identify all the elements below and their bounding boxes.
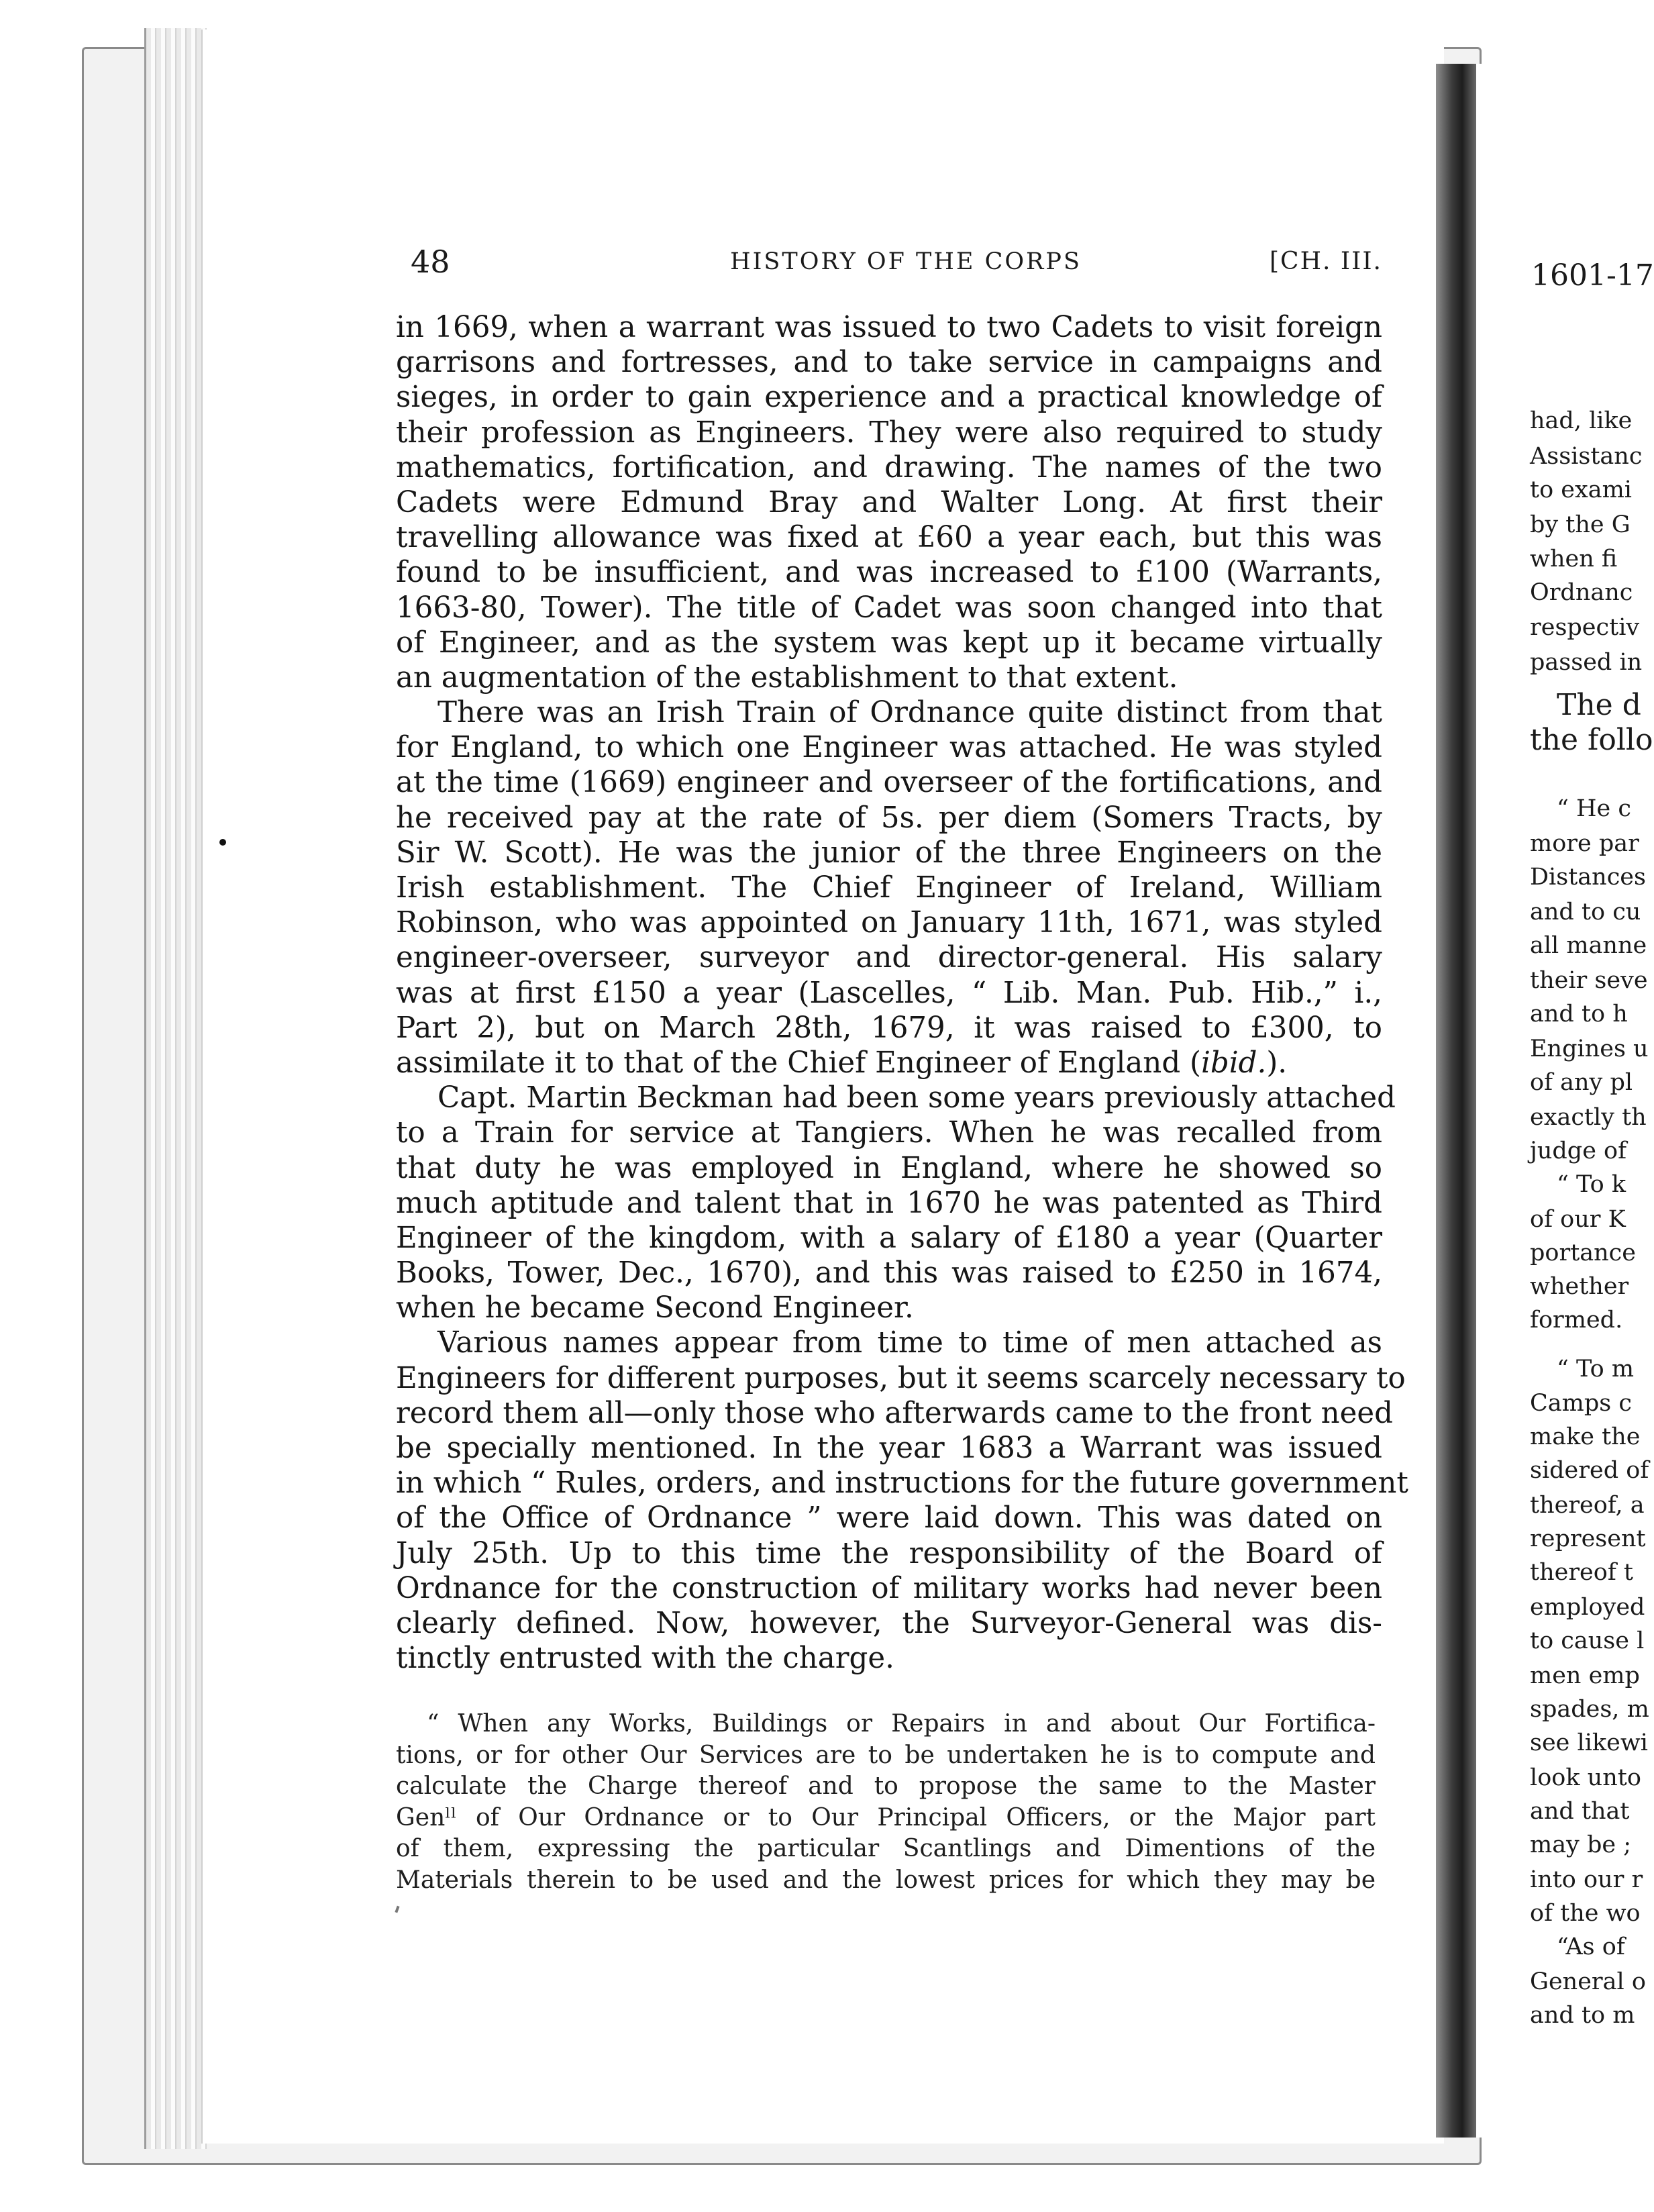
quote-line: calculate the Charge thereof and to propose the same to the Master bbox=[396, 1772, 1376, 1800]
ink-speck bbox=[219, 839, 226, 846]
facing-page-line: respectiv bbox=[1530, 614, 1640, 641]
text-line: for England, to which one Engineer was attached. He was styled bbox=[396, 731, 1382, 765]
facing-page-line: and to cu bbox=[1530, 899, 1641, 925]
text-line: There was an Irish Train of Ordnance quite distinct from that bbox=[437, 696, 1382, 730]
page-edges bbox=[144, 28, 207, 2149]
text-line: that duty he was employed in England, where he showed so bbox=[396, 1151, 1382, 1185]
facing-page-line: formed. bbox=[1530, 1307, 1623, 1334]
facing-page-line: “ To k bbox=[1557, 1171, 1626, 1198]
facing-page bbox=[1476, 64, 1654, 2138]
text-line: Engineers for different purposes, but it seems scarcely necessary to bbox=[396, 1361, 1406, 1395]
facing-page-line: see likewi bbox=[1530, 1729, 1648, 1756]
facing-page-line: thereof, a bbox=[1530, 1492, 1645, 1519]
facing-page-line: whether bbox=[1530, 1273, 1629, 1300]
facing-page-line: and to m bbox=[1530, 2002, 1635, 2029]
quote-line: Materials therein to be used and the lowest prices for which they may be bbox=[396, 1866, 1376, 1894]
facing-page-line: may be ; bbox=[1530, 1831, 1631, 1858]
facing-page-line: General o bbox=[1530, 1968, 1646, 1995]
text-line: July 25th. Up to this time the responsibility of the Board of bbox=[396, 1536, 1382, 1570]
facing-page-line: all manne bbox=[1530, 932, 1647, 959]
facing-page-line: “ To m bbox=[1557, 1356, 1635, 1382]
facing-page-line: passed in bbox=[1530, 649, 1643, 676]
facing-page-line: employed bbox=[1530, 1594, 1645, 1621]
text-line: much aptitude and talent that in 1670 he was patented as Third bbox=[396, 1186, 1382, 1220]
text-line: travelling allowance was fixed at £60 a year each, but this was bbox=[396, 521, 1382, 555]
facing-page-line: exactly th bbox=[1530, 1104, 1647, 1131]
facing-page-line: portance bbox=[1530, 1240, 1636, 1266]
text-line: in 1669, when a warrant was issued to two Cadets to visit foreign bbox=[396, 311, 1382, 344]
facing-page-line: of our K bbox=[1530, 1206, 1626, 1233]
facing-page-line: thereof t bbox=[1530, 1559, 1633, 1586]
text-line: found to be insufficient, and was increased to £100 (Warrants, bbox=[396, 556, 1382, 590]
facing-page-line: sidered of bbox=[1530, 1457, 1649, 1484]
text-line: he received pay at the rate of 5s. per diem (Somers Tracts, by bbox=[396, 801, 1382, 835]
text-line: tinctly entrusted with the charge. bbox=[396, 1642, 894, 1676]
text-line: garrisons and fortresses, and to take service in campaigns and bbox=[396, 346, 1382, 380]
page-number: 48 bbox=[411, 244, 450, 280]
facing-page-line: and that bbox=[1530, 1798, 1630, 1825]
text-line: assimilate it to that of the Chief Engineer of England (ibid.). bbox=[396, 1046, 1288, 1080]
running-title: HISTORY OF THE CORPS bbox=[730, 248, 1082, 275]
facing-page-line: “As of bbox=[1557, 1933, 1625, 1960]
facing-page-line: Distances bbox=[1530, 864, 1646, 891]
facing-page-line: by the G bbox=[1530, 511, 1631, 538]
facing-page-line: The d bbox=[1557, 688, 1641, 722]
facing-page-line: more par bbox=[1530, 830, 1639, 857]
facing-page-line: judge of bbox=[1530, 1138, 1627, 1164]
text-line: Various names appear from time to time of men attached as bbox=[437, 1326, 1382, 1360]
facing-page-line: Engines u bbox=[1530, 1036, 1649, 1062]
facing-page-line: to exami bbox=[1530, 476, 1632, 503]
text-line: 1663-80, Tower). The title of Cadet was soon changed into that bbox=[396, 591, 1382, 625]
text-line: clearly defined. Now, however, the Surveyor-General was dis- bbox=[396, 1606, 1382, 1640]
text-line: of the Office of Ordnance ” were laid down. This was dated on bbox=[396, 1501, 1382, 1536]
text-line: their profession as Engineers. They were also required to study bbox=[396, 415, 1382, 450]
text-line: an augmentation of the establishment to that extent. bbox=[396, 660, 1178, 695]
text-line: record them all—only those who afterwards came to the front need bbox=[396, 1396, 1393, 1430]
text-line: was at first £150 a year (Lascelles, “ Lib. Man. Pub. Hib.,” i., bbox=[396, 976, 1382, 1010]
facing-page-line: “ He c bbox=[1557, 795, 1631, 822]
text-line: Sir W. Scott). He was the junior of the three Engineers on the bbox=[396, 836, 1382, 870]
facing-page-header: 1601-17 bbox=[1531, 258, 1654, 293]
facing-page-line: their seve bbox=[1530, 967, 1648, 994]
facing-page-line: Assistanc bbox=[1530, 443, 1643, 470]
facing-page-line: into our r bbox=[1530, 1866, 1643, 1893]
quote-line: of them, expressing the particular Scantlings and Dimentions of the bbox=[396, 1835, 1376, 1862]
text-line: Irish establishment. The Chief Engineer of Ireland, William bbox=[396, 871, 1382, 905]
facing-page-line: of any pl bbox=[1530, 1069, 1633, 1096]
text-line: Part 2), but on March 28th, 1679, it was raised to £300, to bbox=[396, 1011, 1382, 1045]
text-line: Ordnance for the construction of military works had never been bbox=[396, 1571, 1382, 1605]
chapter-reference: [CH. III. bbox=[1270, 248, 1382, 275]
text-line: Engineer of the kingdom, with a salary of £180 a year (Quarter bbox=[396, 1221, 1382, 1255]
facing-page-line: look unto bbox=[1530, 1764, 1641, 1791]
facing-page-line: make the bbox=[1530, 1423, 1641, 1450]
facing-page-line: the follo bbox=[1530, 723, 1653, 757]
facing-page-line: Camps c bbox=[1530, 1390, 1632, 1417]
facing-page-line: to cause l bbox=[1530, 1627, 1645, 1654]
text-line: in which “ Rules, orders, and instructions for the future government bbox=[396, 1466, 1408, 1501]
gutter-shadow bbox=[1436, 64, 1476, 2138]
facing-page-line: spades, m bbox=[1530, 1696, 1649, 1723]
quote-line: tions, or for other Our Services are to be undertaken he is to compute and bbox=[396, 1741, 1376, 1769]
text-line: Robinson, who was appointed on January 11th, 1671, was styled bbox=[396, 906, 1382, 940]
text-line: engineer-overseer, surveyor and director-general. His salary bbox=[396, 941, 1382, 975]
block-quote bbox=[396, 1709, 1376, 1896]
facing-page-line: had, like bbox=[1530, 407, 1633, 434]
text-line: be specially mentioned. In the year 1683 a Warrant was issued bbox=[396, 1431, 1382, 1465]
quote-line: “ When any Works, Buildings or Repairs in and about Our Fortifica- bbox=[427, 1710, 1376, 1738]
text-line: of Engineer, and as the system was kept up it became virtually bbox=[396, 625, 1382, 660]
text-line: when he became Second Engineer. bbox=[396, 1291, 914, 1325]
facing-page-line: when fi bbox=[1530, 546, 1618, 572]
facing-page-line: represent bbox=[1530, 1525, 1646, 1552]
text-line: to a Train for service at Tangiers. When he was recalled from bbox=[396, 1116, 1382, 1150]
facing-page-line: of the wo bbox=[1530, 1900, 1641, 1927]
text-line: at the time (1669) engineer and overseer of the fortifications, and bbox=[396, 766, 1382, 800]
body-text bbox=[396, 310, 1408, 1676]
facing-page-line: men emp bbox=[1530, 1662, 1640, 1689]
text-line: Cadets were Edmund Bray and Walter Long. At first their bbox=[396, 485, 1382, 519]
text-line: mathematics, fortification, and drawing. The names of the two bbox=[396, 450, 1382, 485]
facing-page-line: and to h bbox=[1530, 1001, 1628, 1027]
quote-line: Genˡˡ of Our Ordnance or to Our Principal Officers, or the Major part bbox=[396, 1803, 1376, 1831]
text-line: Books, Tower, Dec., 1670), and this was raised to £250 in 1674, bbox=[396, 1256, 1382, 1291]
facing-page-line: Ordnanc bbox=[1530, 579, 1633, 606]
text-line: sieges, in order to gain experience and a practical knowledge of bbox=[396, 381, 1382, 415]
text-line: Capt. Martin Beckman had been some years previously attached bbox=[437, 1081, 1396, 1115]
